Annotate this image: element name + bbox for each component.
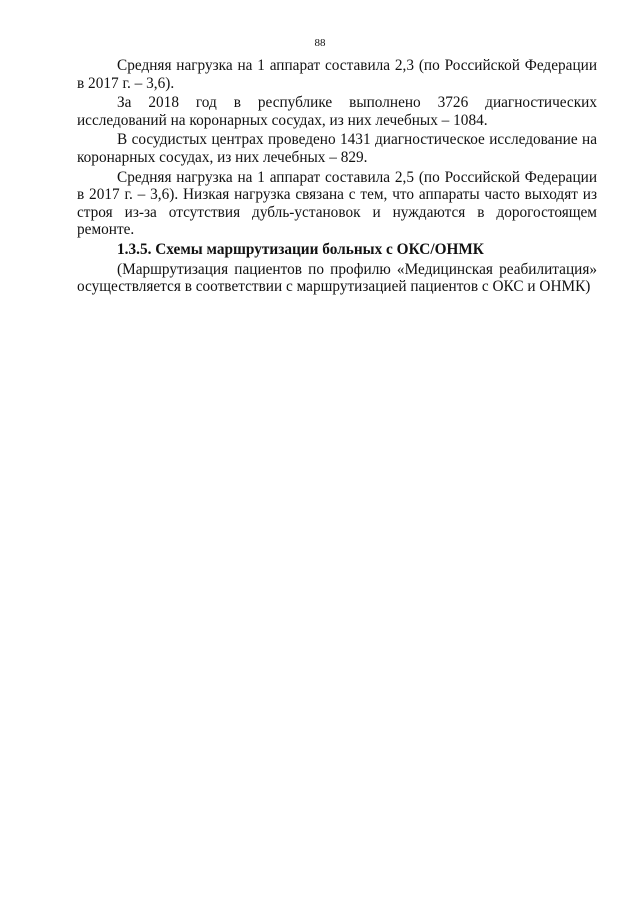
paragraph-load-2-3: Средняя нагрузка на 1 аппарат составила 2,3 (по Российской Федерации в 2017 г. – 3,6). (77, 57, 597, 92)
page-number: 88 (314, 37, 326, 49)
paragraph-diagnostics-2018: За 2018 год в республике выполнено 3726 диагностических исследований на коронарных сосудах, из них лечебных – 1084. (77, 94, 597, 129)
section-heading: 1.3.5. Схемы маршрутизации больных с ОКС/ОНМК (117, 240, 484, 258)
document-body (77, 57, 597, 298)
paragraph-vascular-centers: В сосудистых центрах проведено 1431 диагностическое исследование на коронарных сосудах, из них лечебных – 829. (77, 131, 597, 166)
routing-note: (Маршрутизация пациентов по профилю «Медицинская реабилитация» осуществляется в соответствии с маршрутизацией пациентов с ОКС и ОНМК) (77, 260, 597, 296)
paragraph-load-2-5: Средняя нагрузка на 1 аппарат составила 2,5 (по Российской Федерации в 2017 г. – 3,6). Низкая нагрузка связана с тем, что аппараты часто выходят из строя из-за отсутствия дубль-установок и нуждаются в дорогостоящем ремонте. (77, 168, 597, 239)
